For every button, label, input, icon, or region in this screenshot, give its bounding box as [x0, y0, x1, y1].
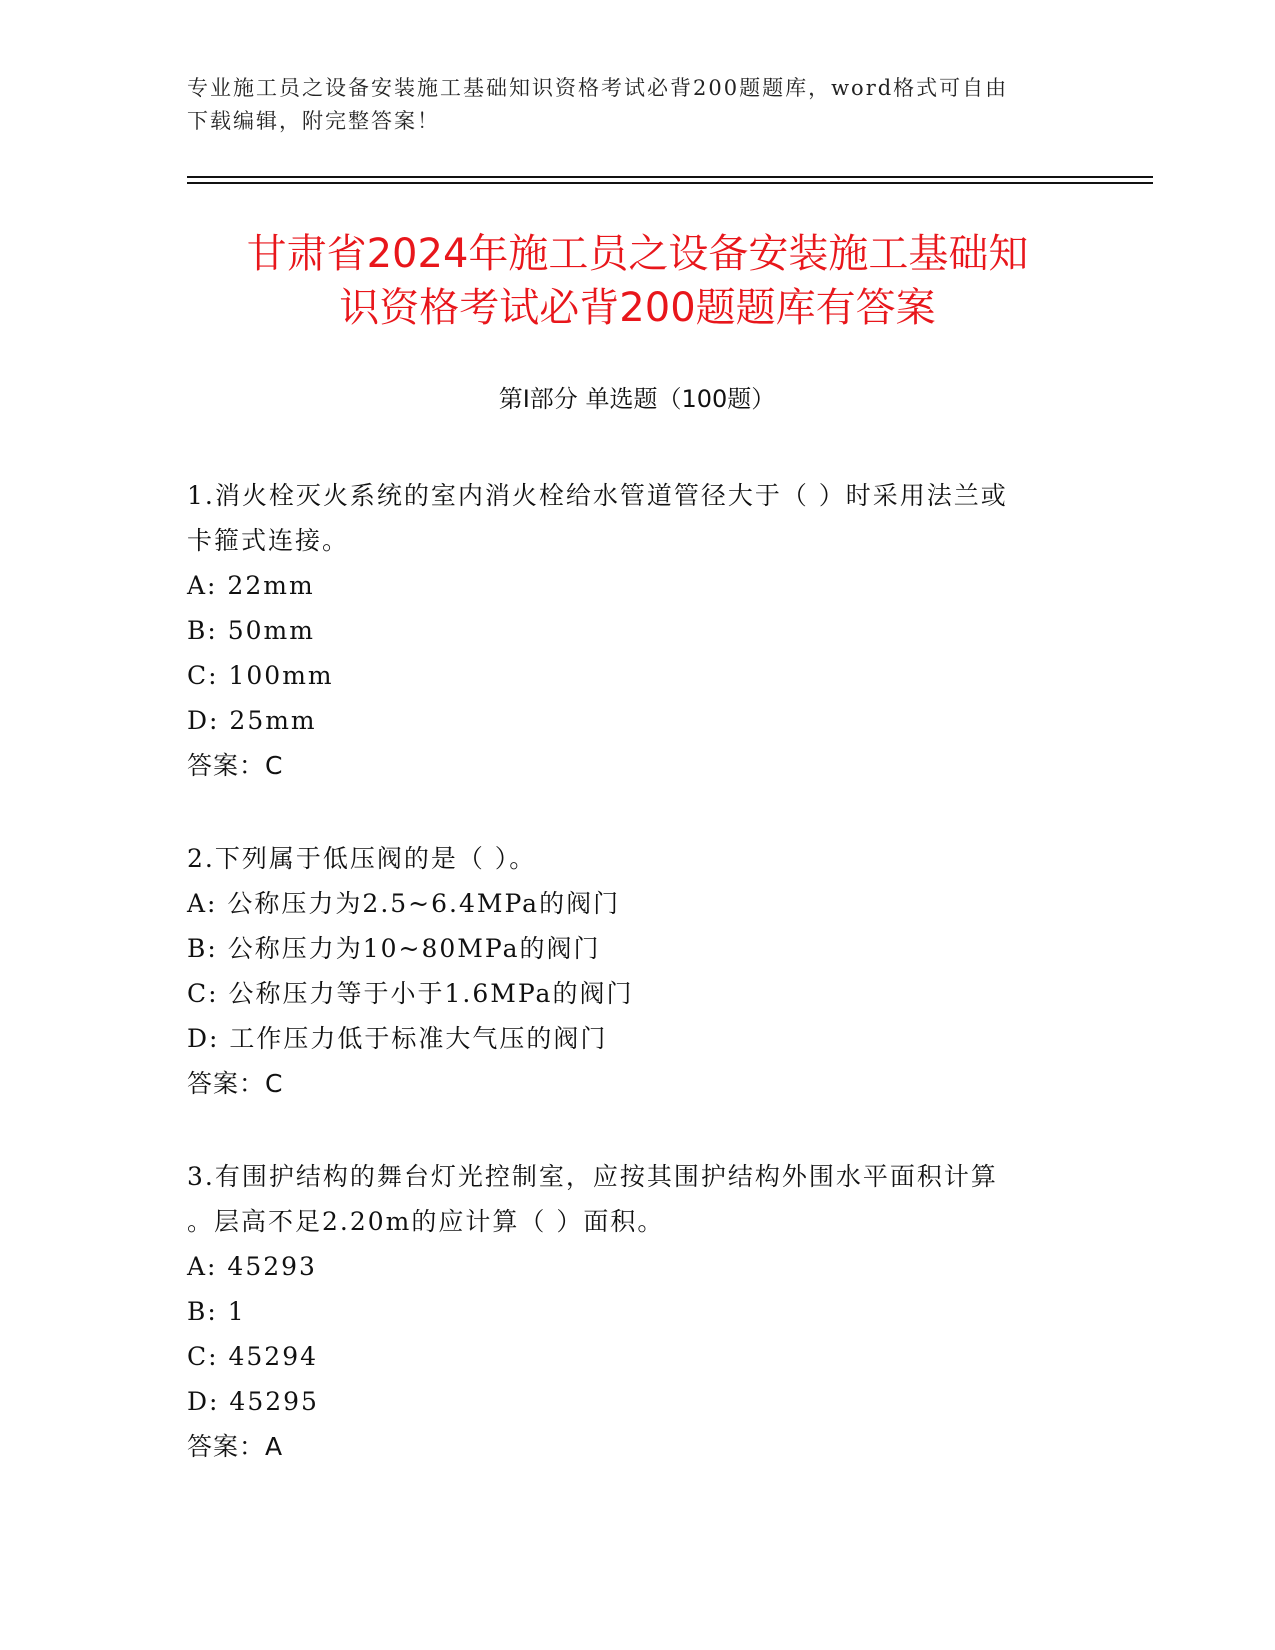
option-c: C: 100mm	[187, 661, 334, 690]
option-d: D: 45295	[187, 1387, 319, 1416]
option-a: A: 22mm	[187, 571, 315, 600]
answer: 答案：C	[187, 751, 284, 780]
document-title-line-2: 识资格考试必背200题题库有答案	[339, 285, 936, 331]
document-title	[180, 227, 1095, 335]
section-heading: 第I部分 单选题（100题）	[498, 385, 776, 413]
question-stem: 1.消火栓灭火系统的室内消火栓给水管道管径大于（ ）时采用法兰或	[187, 481, 1008, 510]
option-b: B: 公称压力为10~80MPa的阀门	[187, 934, 601, 963]
option-b: B: 1	[187, 1297, 246, 1326]
question-stem: 2.下列属于低压阀的是（ ）。	[187, 844, 537, 873]
header-rule-bottom	[187, 182, 1153, 184]
question-2	[187, 836, 1107, 1106]
answer: 答案：A	[187, 1432, 284, 1461]
option-d: D: 25mm	[187, 706, 317, 735]
header-note-line-1: 专业施工员之设备安装施工基础知识资格考试必背200题题库，word格式可自由	[187, 76, 1009, 100]
question-1	[187, 473, 1107, 788]
header-note	[187, 72, 1087, 138]
option-c: C: 45294	[187, 1342, 319, 1371]
question-stem-continued: 。层高不足2.20m的应计算（ ）面积。	[187, 1207, 665, 1236]
option-b: B: 50mm	[187, 616, 315, 645]
option-d: D: 工作压力低于标准大气压的阀门	[187, 1024, 608, 1053]
question-stem-continued: 卡箍式连接。	[187, 526, 350, 555]
document-title-line-1: 甘肃省2024年施工员之设备安装施工基础知	[246, 231, 1029, 277]
question-3	[187, 1154, 1107, 1469]
option-a: A: 公称压力为2.5~6.4MPa的阀门	[187, 889, 621, 918]
header-note-line-2: 下载编辑，附完整答案！	[187, 109, 440, 133]
option-a: A: 45293	[187, 1252, 317, 1281]
question-stem: 3.有围护结构的舞台灯光控制室，应按其围护结构外围水平面积计算	[187, 1162, 998, 1191]
option-c: C: 公称压力等于小于1.6MPa的阀门	[187, 979, 634, 1008]
header-rule-top	[187, 176, 1153, 178]
answer: 答案：C	[187, 1069, 284, 1098]
